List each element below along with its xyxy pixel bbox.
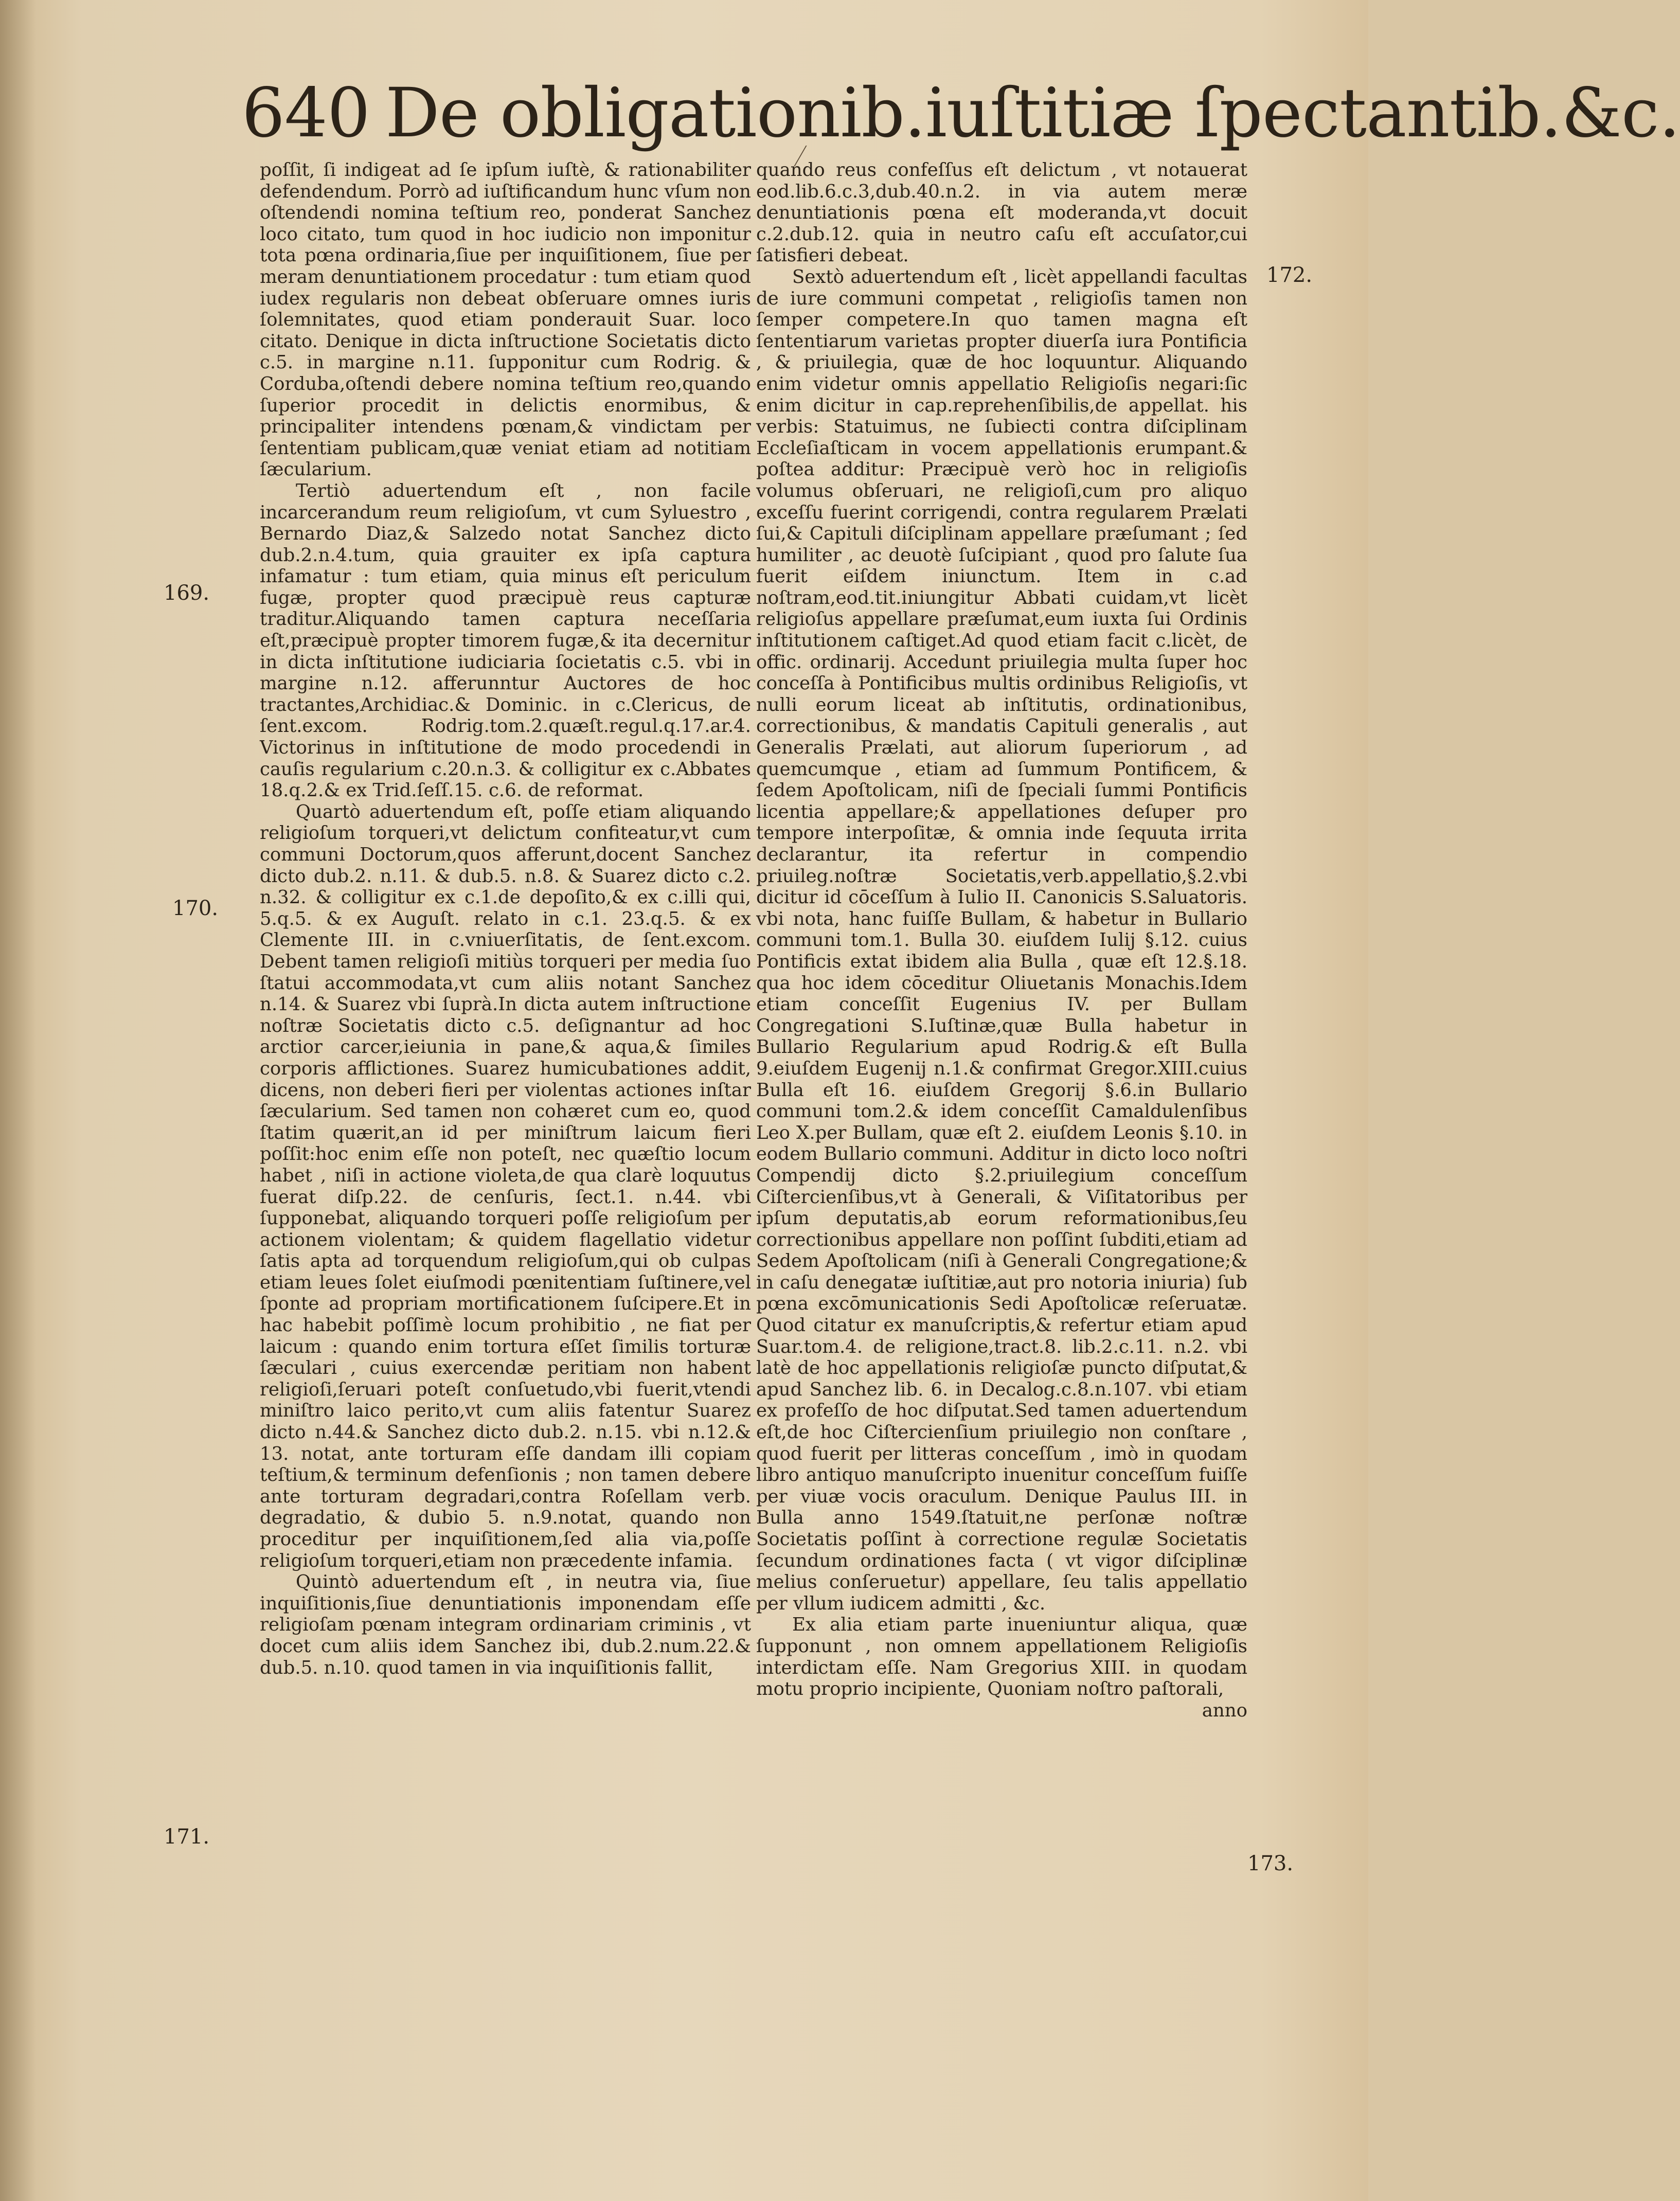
margin-number-171: 171.	[164, 1825, 210, 1849]
margin-number-170: 170.	[172, 897, 219, 920]
left-column	[260, 159, 751, 1678]
running-header	[242, 62, 1680, 170]
right-column	[756, 159, 1247, 1721]
margin-number-172: 172.	[1266, 263, 1313, 287]
paragraph-171: Quintò aduertendum eſt , in neutra via, ſiue inquiſitionis,ſiue denuntiationis imponendam eſſe religioſam pœnam integram ordinariam criminis , vt docet cum aliis idem Sanchez ibi, dub.2.num.22.& dub.5. n.10. quod tamen in via inquiſitionis fallit,	[260, 1571, 751, 1678]
binding-shadow	[0, 0, 36, 2201]
paragraph-169: Tertiò aduertendum eſt , non facile incarcerandum reum religioſum, vt cum Syluestro , Bernardo Diaz,& Salzedo notat Sanchez dicto dub.2.n.4.tum, quia grauiter ex ipſa captura infamatur : tum etiam, quia minus eſt periculum fugæ, propter quod præcipuè reus capturæ traditur.Aliquando tamen captura neceſſaria eſt,præcipuè propter timorem fugæ,& ita decernitur in dicta inſtitutione iudiciaria ſocietatis c.5. vbi in margine n.12. afferunntur Auctores de hoc tractantes,Archidiac.& Dominic. in c.Clericus, de ſent.excom. Rodrig.tom.2.quæſt.regul.q.17.ar.4. Victorinus in inſtitutione de modo procedendi in cauſis regularium c.20.n.3. & colligitur ex c.Abbates 18.q.2.& ex Trid.ſeſſ.15. c.6. de reformat.	[260, 480, 751, 801]
paragraph-cont-right: quando reus confeſſus eſt delictum , vt notauerat eod.lib.6.c.3,dub.40.n.2. in via autem meræ denuntiationis pœna eſt moderanda,vt docuit c.2.dub.12. quia in neutro caſu eſt accuſator,cui ſatisfieri debeat.	[756, 159, 1247, 266]
running-title: De obligationib.iuſtitiæ ſpectantib.&c.	[385, 74, 1680, 153]
paragraph-170: Quartò aduertendum eſt, poſſe etiam aliquando religioſum torqueri,vt delictum confiteatur,vt cum communi Doctorum,quos afferunt,docent Sanchez dicto dub.2. n.11. & dub.5. n.8. & Suarez dicto c.2. n.32. & colligitur ex c.1.de depoſito,& ex c.illi qui, 5.q.5. & ex Auguſt. relato in c.1. 23.q.5. & ex Clemente III. in c.vniuerſitatis, de ſent.excom. Debent tamen religioſi mitiùs torqueri per media ſuo ſtatui accommodata,vt cum aliis notant Sanchez n.14. & Suarez vbi ſuprà.In dicta autem inſtructione noſtræ Societatis dicto c.5. deſignantur ad hoc arctior carcer,ieiunia in pane,& aqua,& ſimiles corporis afflictiones. Suarez humicubationes addit, dicens, non deberi fieri per violentas actiones inſtar ſæcularium. Sed tamen non cohæret cum eo, quod ſtatim quærit,an id per miniſtrum laicum fieri poſſit:hoc enim eſſe non poteſt, nec quæſtio locum habet , niſi in actione violeta,de qua clarè loquutus fuerat diſp.22. de cenſuris, ſect.1. n.44. vbi ſupponebat, aliquando torqueri poſſe religioſum per actionem violentam; & quidem flagellatio videtur ſatis apta ad torquendum religioſum,qui ob culpas etiam leues ſolet eiuſmodi pœnitentiam ſuſtinere,vel ſponte ad propriam mortificationem ſuſcipere.Et in hac habebit poſſimè locum prohibitio , ne fiat per laicum : quando enim tortura eſſet ſimilis torturæ ſæculari , cuius exercendæ peritiam non habent religioſi,ſeruari poteſt conſuetudo,vbi fuerit,vtendi miniſtro laico perito,vt cum aliis fatentur Suarez dicto n.44.& Sanchez dicto dub.2. n.15. vbi n.12.& 13. notat, ante torturam eſſe dandam illi copiam teſtium,& terminum defenſionis ; non tamen debere ante torturam degradari,contra Roſellam verb. degradatio, & dubio 5. n.9.notat, quando non proceditur per inquiſitionem,ſed alia via,poſſe religioſum torqueri,etiam non præcedente infamia.	[260, 801, 751, 1571]
paragraph-cont: poſſit, ſi indigeat ad ſe ipſum iuſtè, & rationabiliter defendendum. Porrò ad iuſtificandum hunc vſum non oſtendendi nomina teſtium reo, ponderat Sanchez loco citato, tum quod in hoc iudicio non imponitur tota pœna ordinaria,ſiue per inquiſitionem, ſiue per meram denuntiationem procedatur : tum etiam quod iudex regularis non debeat obſeruare omnes iuris ſolemnitates, quod etiam ponderauit Suar. loco citato. Denique in dicta inſtructione Societatis dicto c.5. in margine n.11. ſupponitur cum Rodrig. & Corduba,oſtendi debere nomina teſtium reo,quando ſuperior procedit in delictis enormibus, & principaliter intendens pœnam,& vindictam per ſententiam publicam,quæ veniat etiam ad notitiam ſæcularium.	[260, 159, 751, 480]
margin-number-169: 169.	[164, 581, 210, 605]
page-number: 640	[242, 74, 370, 153]
catchword: anno	[1202, 1699, 1247, 1721]
margin-number-173: 173.	[1247, 1852, 1294, 1875]
paragraph-173: Ex alia etiam parte inueniuntur aliqua, quæ ſupponunt , non omnem appellationem Religioſis interdictam eſſe. Nam Gregorius XIII. in quodam motu proprio incipiente, Quoniam noſtro paſtorali,	[756, 1614, 1247, 1700]
paragraph-172: Sextò aduertendum eſt , licèt appellandi facultas de iure communi competat , religioſis tamen non ſemper competere.In quo tamen magna eſt ſententiarum varietas propter diuerſa iura Pontificia , & priuilegia, quæ de hoc loquuntur. Aliquando enim videtur omnis appellatio Religioſis negari:ſic enim dicitur in cap.reprehenſibilis,de appellat. his verbis: Statuimus, ne ſubiecti contra diſciplinam Eccleſiaſticam in vocem appellationis erumpant.& poſtea additur: Præcipuè verò hoc in religioſis volumus obſeruari, ne religioſi,cum pro aliquo exceſſu fuerint corrigendi, contra regularem Prælati ſui,& Capituli diſciplinam appellare præſumant ; ſed humiliter , ac deuotè ſuſcipiant , quod pro ſalute ſua fuerit eiſdem iniunctum. Item in c.ad noſtram,eod.tit.iniungitur Abbati cuidam,vt licèt religioſus appellare præſumat,eum iuxta ſui Ordinis inſtitutionem caſtiget.Ad quod etiam facit c.licèt, de offic. ordinarij. Accedunt priuilegia multa ſuper hoc conceſſa à Pontificibus multis ordinibus Religioſis, vt nulli eorum liceat ab inſtitutis, ordinationibus, correctionibus, & mandatis Capituli generalis , aut Generalis Prælati, aut aliorum ſuperiorum , ad quemcumque , etiam ad ſummum Pontificem, & ſedem Apoſtolicam, niſi de ſpeciali ſummi Pontificis licentia appellare;& appellationes deſuper pro tempore interpoſitæ, & omnia inde ſequuta irrita declarantur, ita refertur in compendio priuileg.noſtræ Societatis,verb.appellatio,§.2.vbi dicitur id cōceſſum à Iulio II. Canonicis S.Saluatoris. vbi nota, hanc fuiſſe Bullam, & habetur in Bullario communi tom.1. Bulla 30. eiuſdem Iulij §.12. cuius Pontificis extat ibidem alia Bulla , quæ eſt 12.§.18. qua hoc idem cōceditur Oliuetanis Monachis.Idem etiam conceſſit Eugenius IV. per Bullam Congregationi S.Iuſtinæ,quæ Bulla habetur in Bullario Regularium apud Rodrig.& eſt Bulla 9.eiuſdem Eugenij n.1.& confirmat Gregor.XIII.cuius Bulla eſt 16. eiuſdem Gregorij §.6.in Bullario communi tom.2.& idem conceſſit Camaldulenſibus Leo X.per Bullam, quæ eſt 2. eiuſdem Leonis §.10. in eodem Bullario communi. Additur in dicto loco noſtri Compendij dicto §.2.priuilegium conceſſum Ciſtercienſibus,vt à Generali, & Viſitatoribus per ipſum deputatis,ab eorum reformationibus,ſeu correctionibus appellare non poſſint ſubditi,etiam ad Sedem Apoſtolicam (niſi à Generali Congregatione;& in caſu denegatæ iuſtitiæ,aut pro notoria iniuria) ſub pœna excōmunicationis Sedi Apoſtolicæ reſeruatæ. Quod citatur ex manuſcriptis,& refertur etiam apud Suar.tom.4. de religione,tract.8. lib.2.c.11. n.2. vbi latè de hoc appellationis religioſæ puncto diſputat,& apud Sanchez lib. 6. in Decalog.c.8.n.107. vbi etiam ex profeſſo de hoc diſputat.Sed tamen aduertendum eſt,de hoc Ciſtercienſium priuilegio non conſtare , quod fuerit per litteras conceſſum , imò in quodam libro antiquo manuſcripto inuenitur conceſſum fuiſſe per viuæ vocis oraculum. Denique Paulus III. in Bulla anno 1549.ſtatuit,ne perſonæ noſtræ Societatis poſſint à correctione regulæ Societatis ſecundum ordinationes facta ( vt vigor diſciplinæ melius conſeruetur) appellare, ſeu talis appellatio per vllum iudicem admitti , &c.	[756, 266, 1247, 1614]
